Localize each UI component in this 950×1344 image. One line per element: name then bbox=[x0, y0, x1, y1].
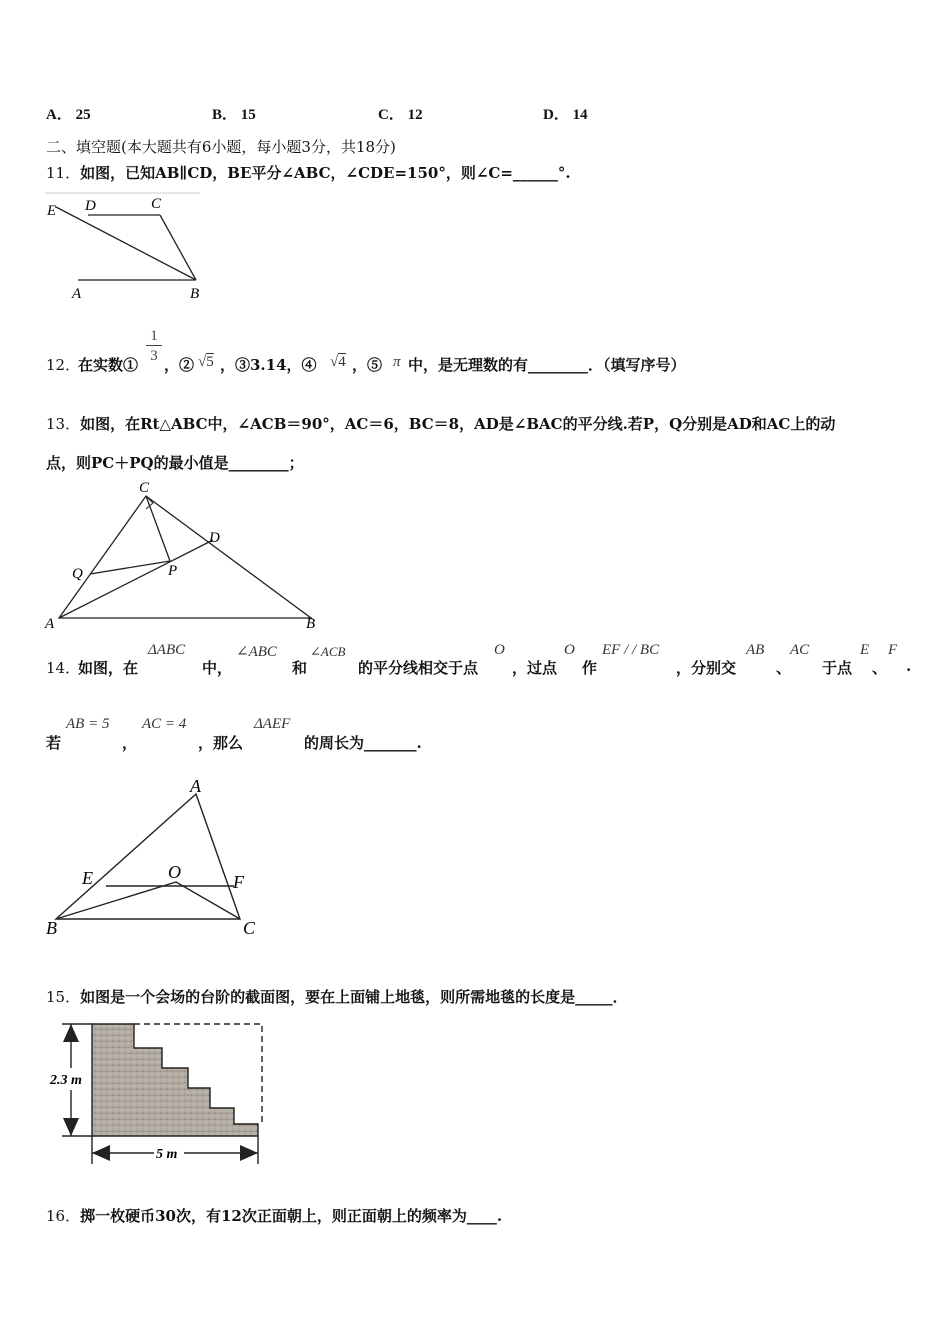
label-f: F bbox=[233, 872, 244, 892]
label-b: B bbox=[190, 286, 200, 302]
label-c: C bbox=[151, 196, 162, 212]
label-b: B bbox=[306, 616, 316, 632]
label-a: A bbox=[72, 286, 82, 302]
math-triangle-abc: ΔABC bbox=[148, 642, 186, 658]
math-angle-acb: ∠ACB bbox=[310, 644, 346, 659]
sqrt-5: √5 bbox=[198, 354, 214, 370]
label-d: D bbox=[85, 198, 96, 214]
label-p: P bbox=[168, 563, 178, 579]
q14-text: 、 bbox=[872, 659, 888, 677]
q14-text: ，分别交 bbox=[676, 659, 737, 677]
option-value: 14 bbox=[572, 107, 588, 123]
option-letter: B． bbox=[212, 107, 238, 123]
question-13-line2: 点，则PC＋PQ的最小值是________； bbox=[46, 454, 304, 472]
q14-text: 的平分线相交于点 bbox=[358, 659, 479, 677]
option-d[interactable] bbox=[543, 103, 588, 124]
math-ac: AC bbox=[790, 642, 810, 658]
q14-text: 、 bbox=[776, 659, 792, 677]
fraction-one-third bbox=[146, 328, 162, 365]
option-b[interactable] bbox=[212, 103, 256, 124]
label-b: B bbox=[46, 918, 57, 938]
option-letter: D． bbox=[543, 107, 569, 123]
label-a: A bbox=[45, 616, 55, 632]
question-number: 11． bbox=[46, 164, 81, 182]
q13-figure bbox=[40, 476, 330, 636]
question-number: 16． bbox=[46, 1207, 81, 1225]
question-text: 如图，已知AB∥CD，BE平分∠ABC，∠CDE=150°，则∠C=______°. bbox=[80, 164, 571, 182]
option-letter: A． bbox=[46, 107, 72, 123]
question-15 bbox=[46, 986, 628, 1007]
label-a: A bbox=[190, 776, 201, 796]
q11-figure bbox=[40, 188, 210, 303]
q12-sep: ，③3.14，④ bbox=[220, 356, 317, 374]
math-angle-abc: ∠ABC bbox=[236, 644, 277, 660]
width-label: 5 m bbox=[156, 1147, 178, 1162]
question-number: 14． bbox=[46, 659, 81, 677]
q14-figure bbox=[40, 772, 270, 942]
math-ef-parallel-bc: EF / / BC bbox=[602, 642, 660, 658]
radicand: 4 bbox=[338, 354, 346, 370]
q14-text: ，过点 bbox=[512, 659, 558, 677]
question-number: 15． bbox=[46, 988, 81, 1006]
math-ac-equals: AC = 4 bbox=[142, 716, 187, 732]
q14-text: 于点 bbox=[822, 659, 853, 677]
q14-text: ， bbox=[122, 734, 138, 752]
question-text: 掷一枚硬币30次，有12次正面朝上，则正面朝上的频率为____. bbox=[80, 1207, 503, 1225]
q12-sep: ，⑤ bbox=[352, 356, 383, 374]
question-14-line1 bbox=[46, 642, 936, 682]
label-c: C bbox=[243, 918, 256, 938]
option-value: 15 bbox=[240, 107, 256, 123]
q14-text: 的周长为_______. bbox=[304, 734, 422, 752]
math-point-o: O bbox=[564, 642, 575, 658]
math-point-o: O bbox=[494, 642, 505, 658]
label-e: E bbox=[82, 868, 93, 888]
question-text: 如图是一个会场的台阶的截面图，要在上面铺上地毯，则所需地毯的长度是_____． bbox=[80, 988, 628, 1006]
option-value: 25 bbox=[75, 107, 91, 123]
pi-symbol: π bbox=[393, 354, 401, 370]
option-a[interactable] bbox=[46, 103, 91, 124]
math-ab: AB bbox=[746, 642, 765, 658]
math-point-f: F bbox=[888, 642, 898, 658]
q14-text: . bbox=[906, 657, 912, 675]
section-header: 二、填空题(本大题共有6小题，每小题3分，共18分) bbox=[46, 138, 396, 156]
question-13-line1 bbox=[46, 413, 835, 434]
q14-text: 中， bbox=[202, 659, 233, 677]
option-letter: C． bbox=[378, 107, 404, 123]
label-q: Q bbox=[72, 566, 83, 582]
question-11 bbox=[46, 162, 571, 183]
q12-suffix: 中，是无理数的有________．（填写序号） bbox=[408, 356, 686, 374]
question-text: 如图，在Rt△ABC中，∠ACB＝90°，AC＝6，BC＝8，AD是∠BAC的平分线.若P，Q分别是AD和AC上的动 bbox=[80, 415, 836, 433]
question-14-line2 bbox=[46, 716, 546, 756]
q14-text: 如图，在 bbox=[78, 659, 139, 677]
option-c[interactable] bbox=[378, 103, 423, 124]
q14-text: 若 bbox=[46, 734, 62, 752]
q14-text: ，那么 bbox=[198, 734, 244, 752]
sqrt-4: √4 bbox=[330, 354, 346, 370]
fraction-numerator: 1 bbox=[150, 328, 158, 344]
math-point-e: E bbox=[860, 642, 870, 658]
math-triangle-aef: ΔAEF bbox=[254, 716, 291, 732]
q12-prefix: 在实数① bbox=[78, 356, 139, 374]
label-c: C bbox=[139, 480, 150, 496]
question-16 bbox=[46, 1205, 502, 1226]
option-value: 12 bbox=[407, 107, 423, 123]
fraction-denominator: 3 bbox=[146, 345, 162, 365]
question-number: 12． bbox=[46, 356, 81, 374]
q14-text: 和 bbox=[292, 659, 308, 677]
question-number: 13． bbox=[46, 415, 81, 433]
height-label: 2.3 m bbox=[50, 1073, 82, 1088]
radicand: 5 bbox=[206, 354, 214, 370]
label-e: E bbox=[47, 203, 57, 219]
label-d: D bbox=[209, 530, 220, 546]
q15-figure bbox=[40, 1016, 270, 1171]
label-o: O bbox=[168, 862, 181, 882]
math-ab-equals: AB = 5 bbox=[66, 716, 110, 732]
q14-text: 作 bbox=[582, 659, 598, 677]
q12-sep: ，② bbox=[164, 356, 195, 374]
